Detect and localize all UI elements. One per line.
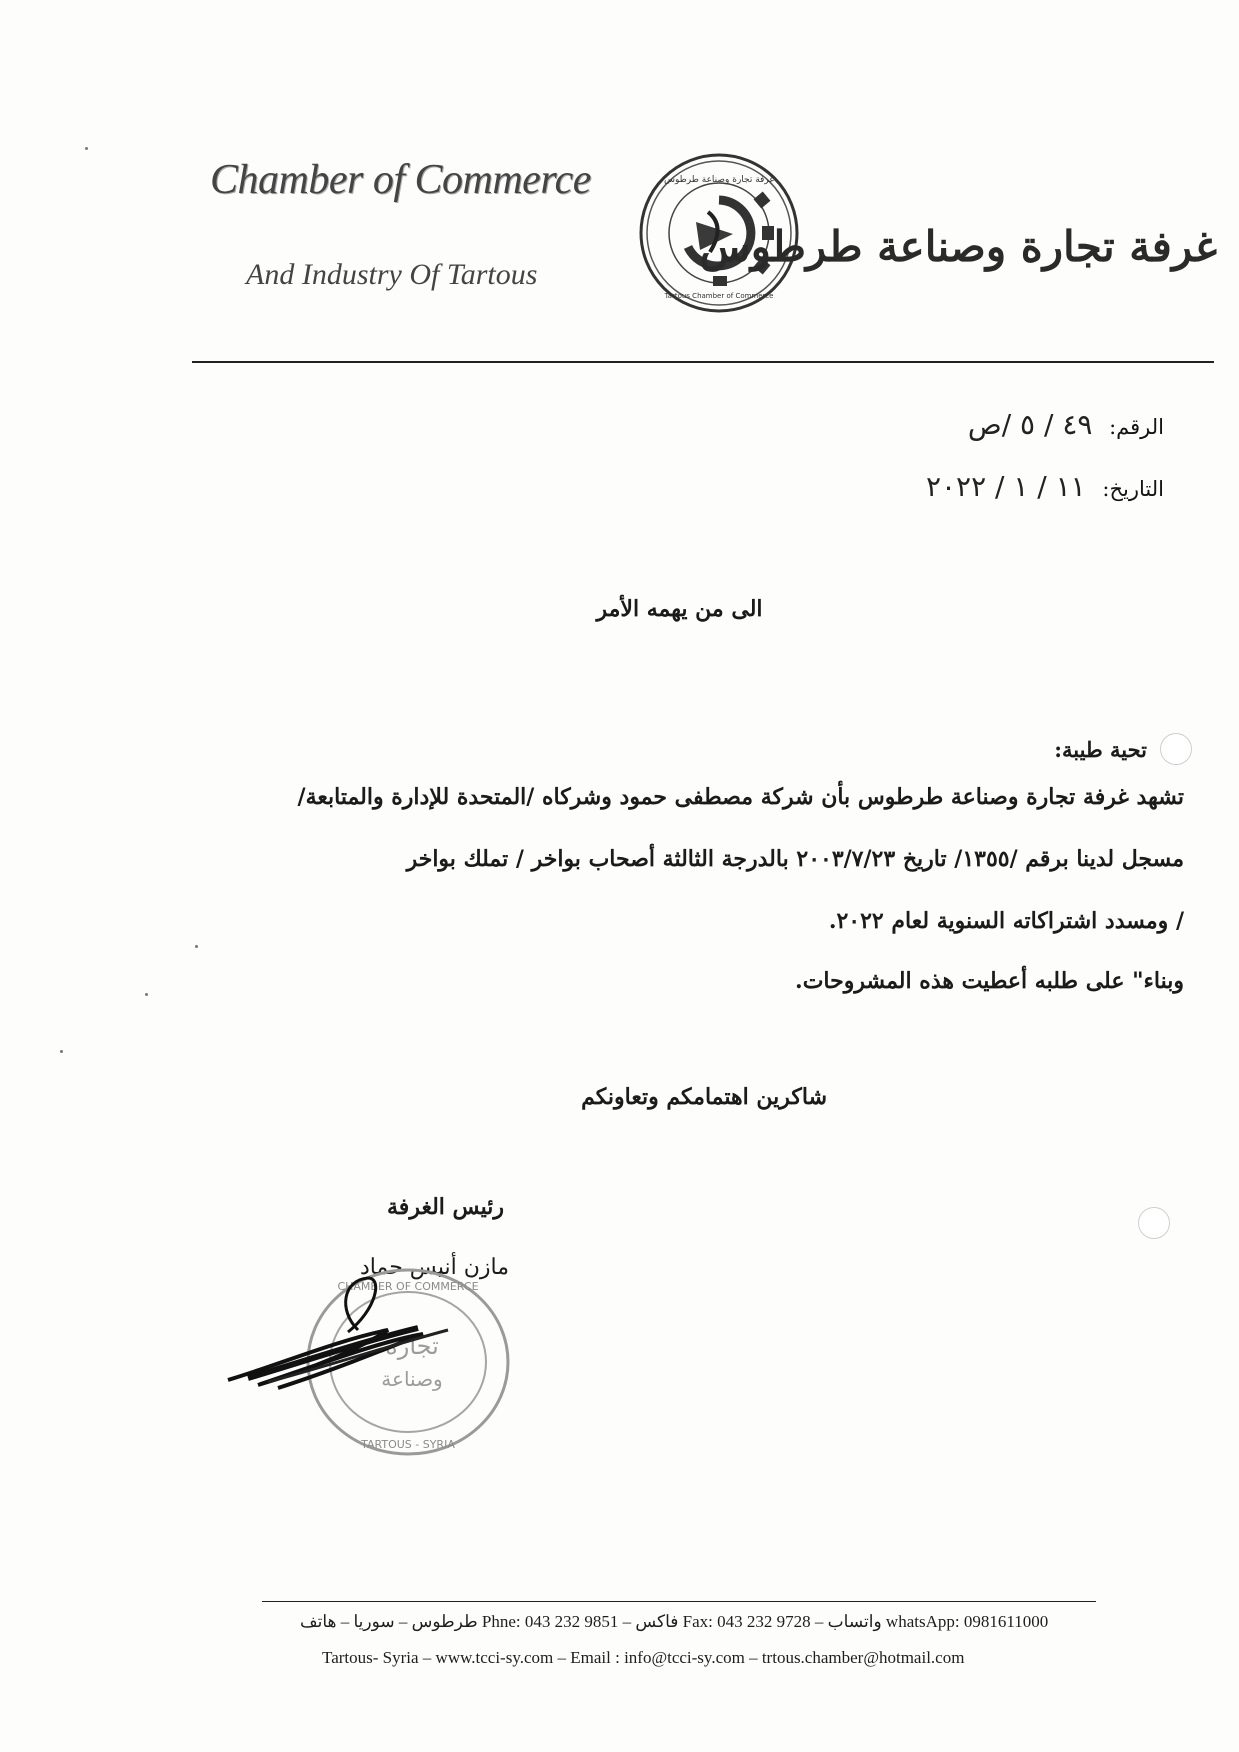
- reference-date: [916, 470, 1164, 503]
- handwritten-signature: [218, 1270, 478, 1410]
- english-title-line1: Chamber of Commerce: [210, 157, 591, 203]
- number-label: الرقم:: [1109, 415, 1164, 439]
- paragraph-line-3: / ومسدد اشتراكاته السنوية لعام ٢٠٢٢.: [828, 908, 1184, 934]
- header-divider: [192, 361, 1214, 363]
- date-value: ١١ / ١ / ٢٠٢٢: [925, 470, 1086, 503]
- paragraph-line-2: مسجل لدينا برقم /١٣٥٥/ تاريخ ٢٠٠٣/٧/٢٣ بالدرجة الثالثة أصحاب بواخر / تملك بواخر: [406, 846, 1184, 872]
- arabic-title: غرفة تجارة وصناعة طرطوس: [699, 222, 1217, 271]
- reference-number: [958, 408, 1164, 441]
- svg-text:وصناعة: وصناعة: [381, 1367, 443, 1391]
- paragraph-line-1: تشهد غرفة تجارة وصناعة طرطوس بأن شركة مصطفى حمود وشركاه /المتحدة للإدارة والمتابعة/: [297, 784, 1184, 810]
- thanks-line: شاكرين اهتمامكم وتعاونكم: [581, 1084, 827, 1110]
- footer-divider: [262, 1601, 1096, 1602]
- punch-hole-bottom: [1138, 1207, 1170, 1239]
- date-label: التاريخ:: [1102, 477, 1164, 501]
- closing-request: وبناء" على طلبه أعطيت هذه المشروحات.: [795, 968, 1184, 994]
- scan-speck: [195, 945, 198, 948]
- svg-text:Tartous Chamber of Commerce: Tartous Chamber of Commerce: [664, 292, 774, 300]
- svg-text:CHAMBER OF COMMERCE: CHAMBER OF COMMERCE: [337, 1280, 479, 1293]
- signatory-title: رئيس الغرفة: [387, 1194, 504, 1220]
- number-value: ٤٩ / ٥ /ص: [967, 408, 1093, 441]
- svg-text:TARTOUS - SYRIA: TARTOUS - SYRIA: [361, 1438, 455, 1451]
- punch-hole-top: [1160, 733, 1192, 765]
- signatory-name: مازن أنيس حماد: [360, 1255, 509, 1280]
- scan-speck: [145, 993, 148, 996]
- scan-speck: [85, 147, 88, 150]
- greeting: تحية طيبة:: [1054, 737, 1147, 762]
- svg-text:غرفة تجارة وصناعة طرطوس: غرفة تجارة وصناعة طرطوس: [663, 175, 775, 185]
- english-title-line2: And Industry Of Tartous: [246, 258, 538, 291]
- footer-web-line: Tartous- Syria – www.tcci-sy.com – Email : info@tcci-sy.com – trtous.chamber@hotmail.com: [322, 1648, 965, 1667]
- scan-speck: [60, 1050, 63, 1053]
- addressee: الى من يهمه الأمر: [596, 596, 763, 622]
- svg-text:تجارة: تجارة: [385, 1332, 439, 1360]
- signature-scribble-icon: [218, 1270, 478, 1410]
- footer-contact-line: طرطوس – سوريا – هاتف Phne: 043 232 9851 – فاكس Fax: 043 232 9728 – واتساب whatsApp: 0981611000: [300, 1612, 1049, 1631]
